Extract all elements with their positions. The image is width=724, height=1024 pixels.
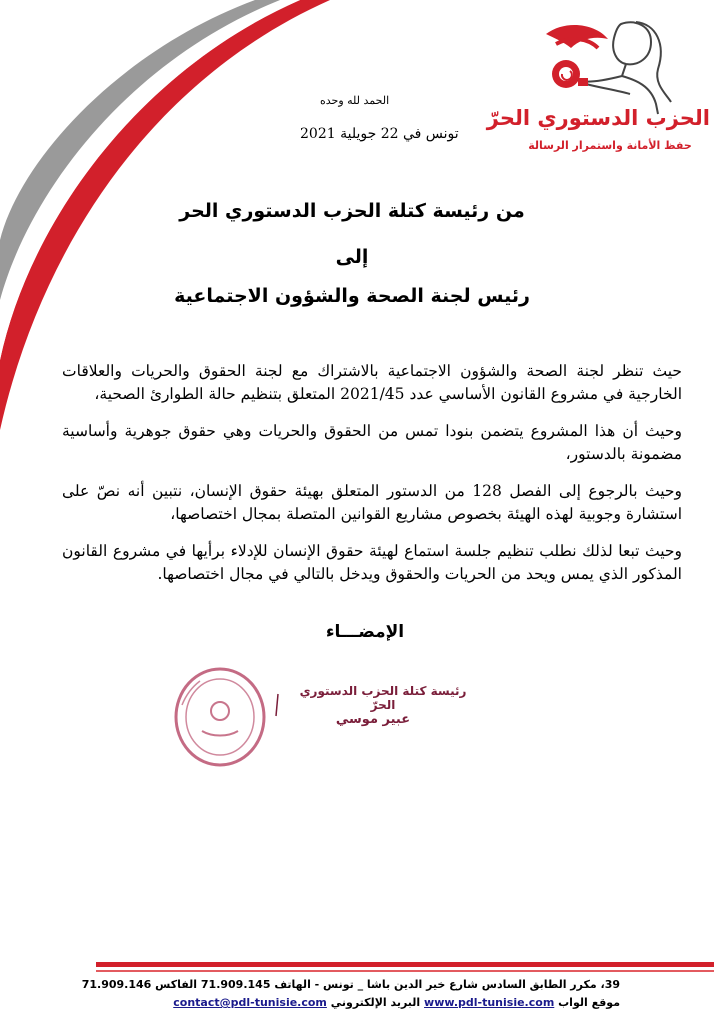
email-link[interactable]: contact@pdl-tunisie.com <box>173 996 327 1009</box>
paragraph-3: وحيث بالرجوع إلى الفصل 128 من الدستور المتعلق بهيئة حقوق الإنسان، نتبين أنه نصّ على استشارة وجوبية لهذه الهيئة بخصوص مشاريع القوانين المتصلة بمجال اختصاصها، <box>62 482 682 523</box>
paragraph-2: وحيث أن هذا المشروع يتضمن بنودا تمس من الحقوق والحريات وهي حقوق جوهرية وأساسية مضمونة بالدستور، <box>62 422 682 463</box>
letter-body <box>62 360 682 600</box>
footer-contact <box>100 996 620 1009</box>
praise-line: الحمد لله وحده <box>320 94 390 107</box>
website-label: موقع الواب <box>558 996 620 1009</box>
footer-divider <box>96 962 714 967</box>
party-slogan: حفظ الأمانة واستمرار الرسالة <box>528 139 692 152</box>
sender-heading: من رئيسة كتلة الحزب الدستوري الحر <box>179 200 525 222</box>
paragraph-4: وحيث تبعا لذلك نطلب تنظيم جلسة استماع لهيئة حقوق الإنسان للإدلاء برأيها في مشروع القانون المذكور الذي يمس ويحد من الحريات والحقوق ويدخل بالتالي في مجال اختصاصها. <box>62 542 682 583</box>
email-label: البريد الإلكتروني <box>330 996 421 1009</box>
paragraph-1: حيث تنظر لجنة الصحة والشؤون الاجتماعية بالاشتراك مع لجنة الحقوق والحريات والعلاقات الخارجية في مشروع القانون الأساسي عدد 2021/45 المتعلق بتنظيم حالة الطوارئ الصحية، <box>62 362 682 403</box>
signature-stamp-text: رئيسة كتلة الحزب الدستوري الحرّ <box>299 684 467 712</box>
official-stamp-icon <box>172 665 268 769</box>
signer-name: عبير موسي <box>335 712 411 727</box>
party-name: الحزب الدستوري الحرّ <box>486 106 710 130</box>
footer-divider-thin <box>96 970 714 972</box>
website-link[interactable]: www.pdl-tunisie.com <box>424 996 555 1009</box>
footer-address: 39، مكرر الطابق السادس شارع خير الدين باشا _ تونس - الهاتف 71.909.145 الفاكس 71.909.146 <box>81 978 620 991</box>
letter-date: تونس في 22 جويلية 2021 <box>300 126 459 142</box>
signature-label: الإمضـــاء <box>325 622 405 642</box>
to-heading: إلى <box>335 246 369 268</box>
recipient-heading: رئيس لجنة الصحة والشؤون الاجتماعية <box>174 285 530 307</box>
signature-stroke <box>268 692 288 718</box>
